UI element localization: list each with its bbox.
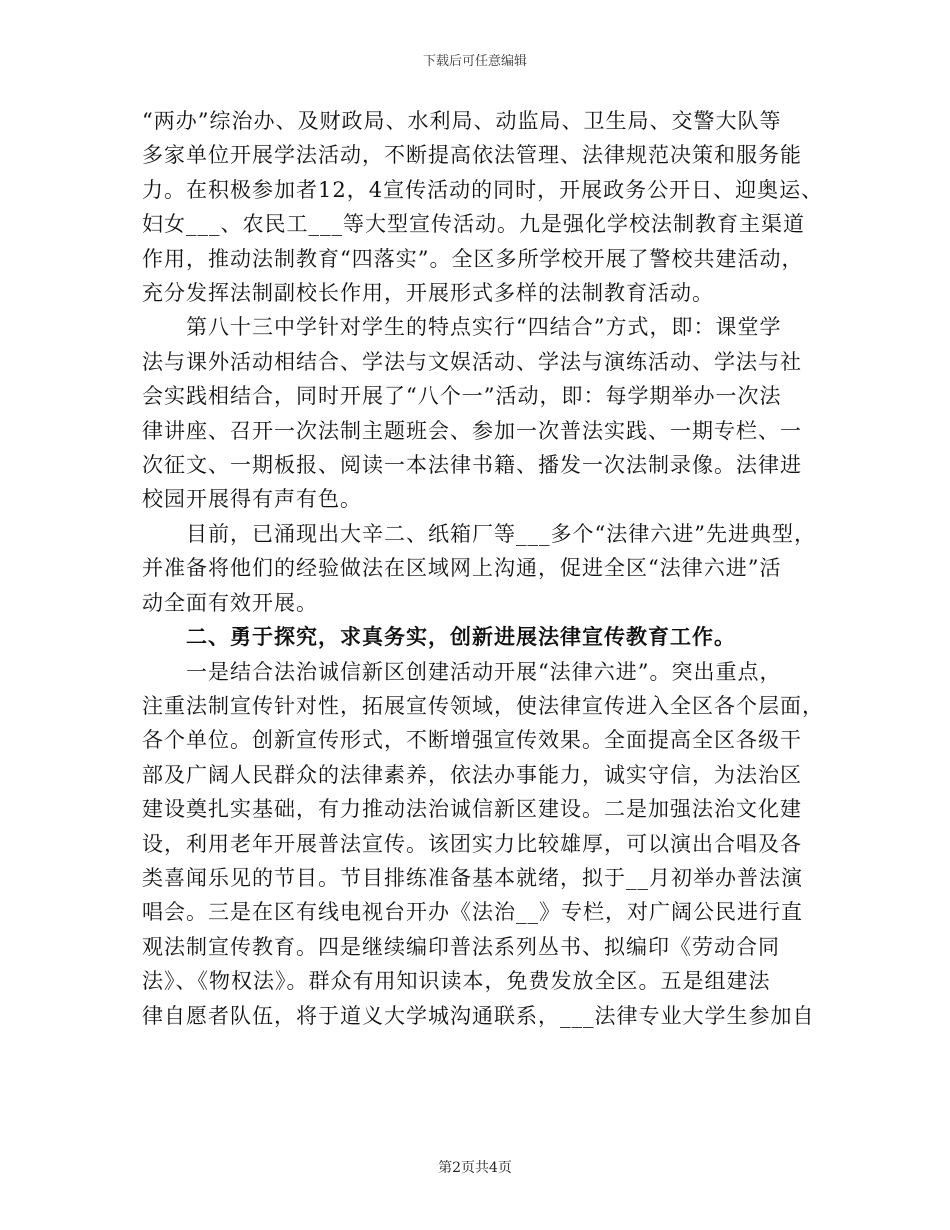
text-line: 观法制宣传教育。四是继续编印普法系列丛书、拟编印《劳动合同 [142, 934, 780, 959]
text-line: 类喜闻乐见的节目。节目排练准备基本就绪，拟于__月初举办普法演 [142, 865, 803, 890]
text-line: 设，利用老年开展普法宣传。该团实力比较雄厚，可以演出合唱及各 [142, 831, 802, 856]
text-line: 充分发挥法制副校长作用，开展形式多样的法制教育活动。 [142, 281, 714, 306]
text-line: 建设奠扎实基础，有力推动法治诚信新区建设。二是加强法治文化建 [142, 797, 802, 822]
text-line: 法与课外活动相结合、学法与文娱活动、学法与演练活动、学法与社 [142, 349, 802, 374]
text-line: 妇女___、农民工___等大型宣传活动。九是强化学校法制教育主渠道 [142, 212, 805, 237]
text-line: 力。在积极参加者12，4宣传活动的同时，开展政务公开日、迎奥运、 [142, 177, 824, 202]
page-header: 下载后可任意编辑 [422, 54, 527, 69]
text-line: 律讲座、召开一次法制主题班会、参加一次普法实践、一期专栏、一 [142, 418, 802, 443]
section-heading: 二、勇于探究，求真务实，创新进展法律宣传教育工作。 [142, 624, 736, 650]
text-line: 第八十三中学针对学生的特点实行“四结合”方式，即：课堂学 [142, 315, 782, 340]
text-line: 多家单位开展学法活动，不断提高依法管理、法律规范决策和服务能 [142, 143, 802, 168]
text-line: 律自愿者队伍，将于道义大学城沟通联系，___法律专业大学生参加自 [142, 1003, 815, 1028]
text-line: “两办”综治办、及财政局、水利局、动监局、卫生局、交警大队等 [142, 109, 782, 133]
text-line: 部及广阔人民群众的法律素养，依法办事能力，诚实守信，为法治区 [142, 762, 802, 787]
page-footer: 第2页共4页 [438, 1160, 512, 1176]
text-line: 会实践相结合，同时开展了“八个一”活动，即：每学期举办一次法 [142, 384, 782, 409]
text-line: 法》、《物权法》。群众有用知识读本，免费发放全区。五是组建法 [142, 969, 771, 994]
text-line: 动全面有效开展。 [142, 590, 318, 615]
text-line: 注重法制宣传针对性，拓展宣传领域，使法律宣传进入全区各个层面， [142, 693, 824, 718]
text-line: 唱会。三是在区有线电视台开办《法治__》专栏，对广阔公民进行直 [142, 900, 803, 925]
text-line: 作用，推动法制教育“四落实”。全区多所学校开展了警校共建活动， [142, 246, 804, 271]
text-line: 各个单位。创新宣传形式，不断增强宣传效果。全面提高全区各级干 [142, 728, 802, 753]
body-text [142, 104, 822, 1033]
text-line: 并准备将他们的经验做法在区域网上沟通，促进全区“法律六进”活 [142, 556, 782, 581]
text-line: 一是结合法治诚信新区创建活动开展“法律六进”。突出重点， [142, 659, 782, 684]
text-line: 目前，已涌现出大辛二、纸箱厂等___多个“法律六进”先进典型， [142, 521, 816, 546]
text-line: 次征文、一期板报、阅读一本法律书籍、播发一次法制录像。法律进 [142, 453, 802, 478]
text-line: 校园开展得有声有色。 [142, 487, 362, 512]
